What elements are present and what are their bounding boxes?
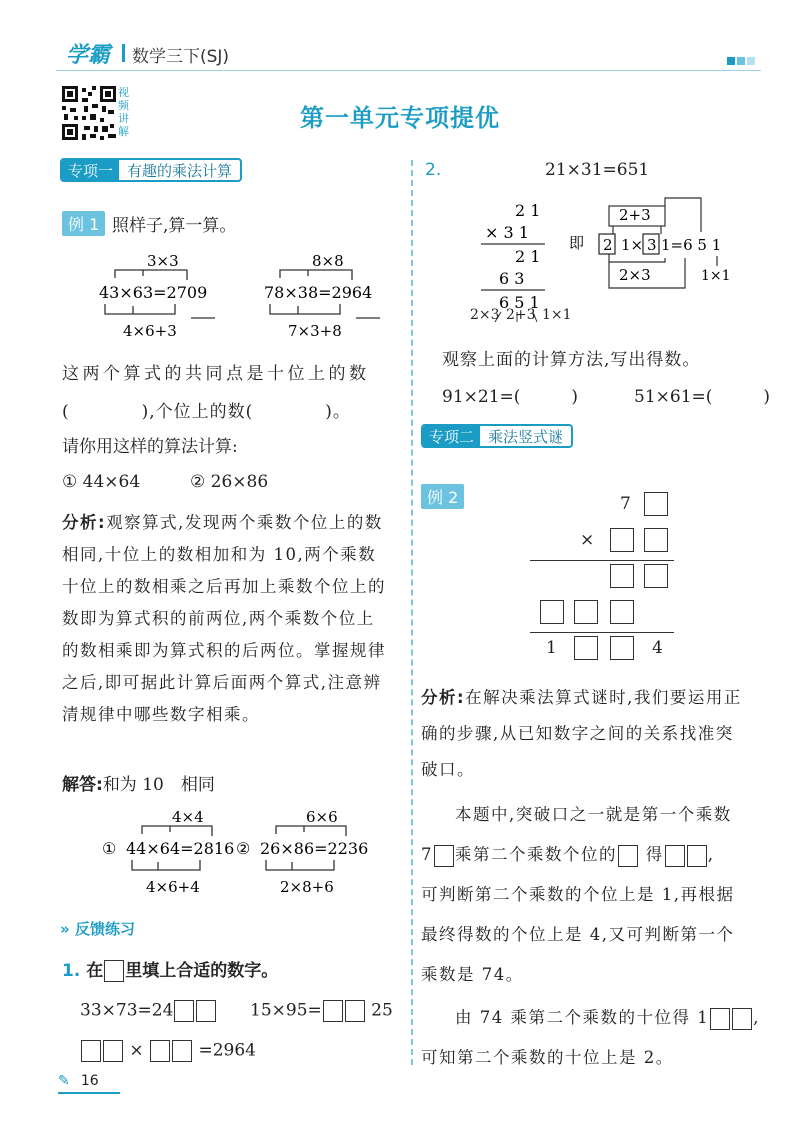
q2-r2: × 3 1	[485, 223, 529, 242]
analysis2	[421, 680, 766, 788]
page-number: 16	[80, 1073, 99, 1089]
para3-line-1: 由 74 乘第二个乘数的十位得 1 ,	[421, 998, 766, 1038]
answer1-f1-top: 4×4	[172, 808, 204, 826]
para2-line-5: 乘数是 74。	[421, 965, 524, 984]
puzzle-box[interactable]	[644, 564, 668, 588]
q1-b	[250, 1000, 393, 1022]
analysis2-line: 确的步骤,从已知数字之间的关系找准突	[421, 724, 734, 743]
example1-badge: 例 1	[62, 211, 105, 236]
q2-side-mid-d: 1=6 5 1	[661, 236, 722, 254]
puzzle-four: 4	[652, 638, 663, 658]
example1-formula-1	[95, 252, 235, 342]
practice-heading	[60, 918, 135, 939]
analysis1-label: 分析:	[62, 513, 107, 532]
answer-box	[732, 1008, 752, 1030]
puzzle-line	[530, 560, 674, 561]
q2-r5: 6 5 1	[499, 293, 540, 312]
answer-box	[434, 845, 454, 867]
example1-f1-bottom: 4×6+3	[123, 322, 177, 340]
example1-f1-top: 3×3	[147, 252, 179, 270]
example2-badge: 例 2	[421, 484, 464, 509]
answer-box	[687, 845, 707, 867]
puzzle-box[interactable]	[644, 528, 668, 552]
paragraph-3	[421, 998, 766, 1078]
example1-f1-expr: 43×63=2709	[99, 283, 208, 302]
analysis2-line: 破口。	[421, 760, 475, 779]
q1-c: × =2964	[80, 1040, 256, 1062]
analysis1-line: 之后,即可据此计算后面两个算式,注意辨	[62, 673, 382, 692]
q2-side-mid-c: 3	[647, 236, 657, 254]
q2-equation: 21×31=651	[545, 160, 650, 180]
analysis1-line: 清规律中哪些数字相乘。	[62, 705, 260, 724]
common-line-2: ( ),个位上的数( )。	[62, 402, 351, 422]
answer-box	[665, 845, 685, 867]
q1-number: 1.	[62, 961, 81, 981]
pencil-icon: ✎	[58, 1073, 70, 1089]
answer-box[interactable]	[345, 1000, 365, 1022]
example1-formula-2	[260, 252, 400, 342]
column-divider	[411, 160, 413, 1065]
q2-number: 2.	[425, 160, 442, 180]
q1-a-text: 33×73=24	[80, 1000, 174, 1021]
section2-tag	[421, 424, 573, 448]
q1-a	[80, 1000, 217, 1022]
section1-tag	[60, 158, 242, 182]
section1-badge: 专项一	[62, 160, 119, 180]
answer-box[interactable]	[174, 1000, 194, 1022]
item-2: ② 26×86	[190, 472, 269, 492]
q2-ji: 即	[569, 234, 585, 252]
section2-badge: 专项二	[423, 426, 480, 446]
brand-logo: 学霸	[66, 43, 111, 68]
answer-box[interactable]	[323, 1000, 343, 1022]
analysis1-line: 观察算式,发现两个乘数个位上的数	[106, 513, 383, 532]
answer1-label: 解答:	[62, 775, 103, 795]
answer1-f2-top: 6×6	[306, 808, 338, 826]
header-decoration	[725, 50, 755, 69]
answer-box[interactable]	[196, 1000, 216, 1022]
analysis1	[62, 507, 407, 731]
q2-observe: 观察上面的计算方法,写出得数。	[442, 350, 701, 370]
answer-box[interactable]	[150, 1040, 170, 1062]
answer-box[interactable]	[81, 1040, 101, 1062]
answer1-f2-num: ②	[236, 839, 251, 858]
paragraph-2	[421, 795, 766, 995]
puzzle-box[interactable]	[610, 636, 634, 660]
q2-side-mid-b: 1×	[621, 236, 644, 254]
q2-side-top: 2+3	[619, 206, 651, 224]
q1-pre: 在	[86, 961, 104, 981]
para3-line-2: 可知第二个乘数的十位上是 2。	[421, 1048, 674, 1067]
answer1-f1-num: ①	[102, 839, 117, 858]
answer1-formula-2	[234, 808, 374, 898]
question-1	[62, 956, 278, 982]
answer-box[interactable]	[172, 1040, 192, 1062]
practice-title: 反馈练习	[74, 920, 135, 938]
analysis1-line: 的数相乘即为算式积的后两位。掌握规律	[62, 641, 386, 660]
q1-b-end: 25	[371, 1000, 393, 1021]
example1-prompt: 照样子,算一算。	[112, 216, 237, 236]
q2-notes: 2×3 2+3 1×1	[470, 307, 572, 323]
analysis1-line: 十位上的数相乘之后再加上乘数个位上的	[62, 577, 386, 596]
para2-line-3: 可判断第二个乘数的个位上是 1,再根据	[421, 885, 735, 904]
q1-b-text: 15×95=	[250, 1000, 322, 1021]
q2-r4: 6 3	[499, 269, 525, 288]
answer1-f2-bottom: 2×8+6	[280, 878, 334, 896]
common-question	[62, 355, 402, 431]
answer1-f2-expr: 26×86=2236	[260, 839, 369, 858]
q1-post: 里填上合适的数字。	[125, 961, 279, 981]
example1-f2-expr: 78×38=2964	[264, 283, 373, 302]
answer1-text: 和为 10 相同	[102, 775, 215, 795]
logo-divider	[122, 44, 125, 62]
puzzle-seven: 7	[620, 494, 631, 514]
puzzle-box[interactable]	[610, 528, 634, 552]
q2-side-right: 1×1	[701, 268, 731, 284]
analysis2-line: 在解决乘法算式谜时,我们要运用正	[465, 688, 742, 707]
puzzle-box[interactable]	[610, 564, 634, 588]
page-footer	[58, 1070, 120, 1094]
example1-f2-top: 8×8	[312, 252, 344, 270]
puzzle-box[interactable]	[540, 600, 564, 624]
q2-exercise-2: 51×61=( )	[634, 387, 771, 407]
example2-puzzle	[530, 490, 680, 665]
book-title: 数学三下(SJ)	[132, 47, 230, 67]
answer-box	[710, 1008, 730, 1030]
para2-line-1: 本题中,突破口之一就是第一个乘数	[455, 805, 732, 824]
example1-f2-bottom: 7×3+8	[288, 322, 342, 340]
para2-line-2: 7 乘第二个乘数个位的 得 ,	[421, 835, 766, 875]
puzzle-times: ×	[580, 530, 595, 550]
page-title: 第一单元专项提优	[300, 104, 500, 132]
puzzle-box[interactable]	[574, 600, 598, 624]
answer1-f1-expr: 44×64=2816	[126, 839, 235, 858]
section2-name: 乘法竖式谜	[488, 427, 564, 446]
common-line-1: 这两个算式的共同点是十位上的数	[62, 364, 370, 384]
qr-label: 视频讲解	[118, 86, 129, 138]
puzzle-one: 1	[546, 638, 557, 658]
puzzle-box[interactable]	[574, 636, 598, 660]
answer-box	[104, 960, 124, 982]
answer-box[interactable]	[103, 1040, 123, 1062]
puzzle-line	[530, 632, 674, 633]
answer1	[62, 770, 215, 795]
q2-side-diagram	[565, 196, 765, 296]
analysis2-label: 分析:	[421, 688, 466, 707]
q2-exercise-1: 91×21=( )	[442, 387, 579, 407]
item-1: ① 44×64	[62, 472, 141, 492]
answer1-f1-bottom: 4×6+4	[146, 878, 200, 896]
header	[56, 36, 761, 71]
q1-c-end: =2964	[198, 1040, 256, 1061]
answer1-formula-1	[100, 808, 240, 898]
q2-r3: 2 1	[515, 247, 541, 266]
section1-name: 有趣的乘法计算	[127, 161, 233, 180]
para2-line-4: 最终得数的个位上是 4,又可判断第一个	[421, 925, 735, 944]
answer-box	[618, 845, 638, 867]
analysis1-line: 相同,十位上的数相加和为 10,两个乘数	[62, 545, 377, 564]
q2-side-bottom: 2×3	[619, 266, 651, 284]
double-arrow-icon: »	[60, 920, 70, 938]
q2-r1: 2 1	[515, 201, 541, 220]
analysis1-line: 数即为算式积的前两位,两个乘数个位上	[62, 609, 375, 628]
puzzle-box[interactable]	[644, 492, 668, 516]
q2-side-mid-a: 2	[603, 236, 613, 254]
instruction: 请你用这样的算法计算:	[62, 437, 238, 457]
puzzle-box[interactable]	[610, 600, 634, 624]
